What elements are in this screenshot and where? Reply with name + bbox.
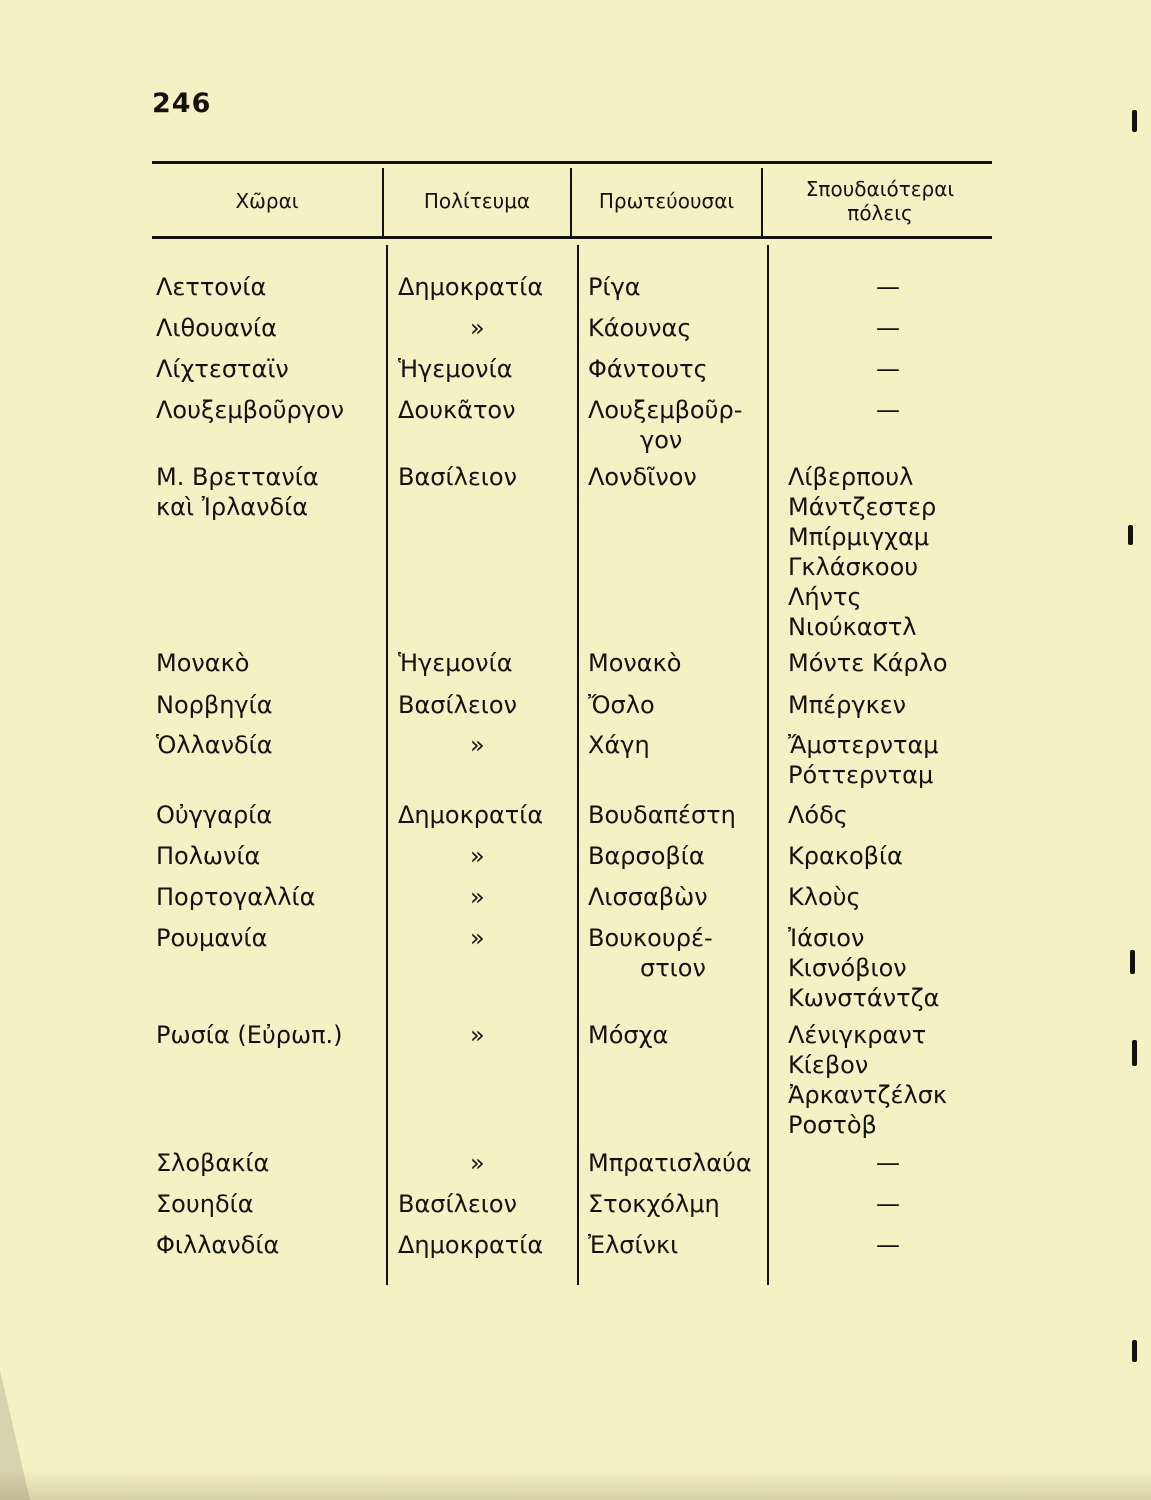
cities-cell [788,1020,988,1140]
cell-line: Ρουμανία [156,924,268,952]
cell-line: Λίχτεσταϊν [156,355,289,383]
capital-cell [588,395,766,455]
header-cities: Σπουδαιότεραι πόλεις [805,177,955,225]
cell-line: Μόντε Κάρλο [788,649,948,677]
cell-line: Πολωνία [156,842,261,870]
cell-line: — [876,396,900,424]
cell-line: Κλοὺς [788,883,861,911]
margin-mark [1128,525,1133,545]
cell-line: » [470,1149,485,1177]
cities-cell [788,648,988,678]
cell-line: Ὁλλανδία [156,731,273,759]
cell-line: Δημοκρατία [398,801,544,829]
government-cell [398,1189,568,1219]
government-cell [398,648,568,678]
cities-cell [788,923,988,1013]
column-separator [577,245,579,1285]
cell-line: Λόδς [788,801,848,829]
capital-cell [588,730,766,760]
margin-mark [1132,110,1137,132]
cell-line: Δουκᾶτον [398,396,516,424]
cities-cell [788,690,988,720]
cell-line: Ἡγεμονία [398,355,513,383]
column-separator [767,245,769,1285]
cell-line: — [876,1231,900,1259]
cell-line: » [470,314,485,342]
cell-line: Ροστὸβ [788,1111,877,1139]
cell-line: Στοκχόλμη [588,1190,720,1218]
cell-line: Λεττονία [156,273,267,301]
column-separator [386,245,388,1285]
country-cell [156,395,344,425]
header-separator [761,168,763,238]
cell-line: Λουξεμβοῦργον [156,396,345,424]
cell-line: Ρίγα [588,273,641,301]
cell-line: Μονακὸ [156,649,250,677]
cell-line: — [876,273,900,301]
cell-line: Οὐγγαρία [156,801,273,829]
cell-line: Κάουνας [588,314,692,342]
cell-line: Μόσχα [588,1021,669,1049]
country-cell [156,272,266,302]
capital-cell [588,648,766,678]
cell-line: Δημοκρατία [398,1231,544,1259]
cell-line: Γκλάσκοου [788,553,919,581]
capital-cell [588,882,766,912]
header-government: Πολίτευμα [423,189,531,213]
capital-cell [588,841,766,871]
government-cell [398,882,568,912]
cell-line: Ἀρκαντζέλσκ [788,1081,948,1109]
cell-line: Ἄμστερνταμ [788,731,939,759]
capital-cell [588,923,766,983]
cell-line: Μπίρμιγχαμ [788,523,930,551]
government-cell [398,462,568,492]
capital-cell [588,800,766,830]
country-cell [156,1020,343,1050]
cities-cell [788,730,988,790]
cell-line: Μ. Βρεττανία [156,463,319,491]
cities-cell [788,313,988,343]
cell-line: Φάντουτς [588,355,708,383]
government-cell [398,690,568,720]
cell-line: Βασίλειον [398,463,518,491]
cell-line: Βουκουρέ- [588,924,713,952]
cities-cell [788,272,988,302]
page-number: 246 [152,88,212,119]
header-countries: Χῶραι [235,189,299,213]
cell-line: Πορτογαλλία [156,883,316,911]
country-cell [156,690,273,720]
country-cell [156,648,249,678]
cell-line: » [470,924,485,952]
margin-mark [1132,1340,1137,1362]
cell-line: στιον [640,954,706,982]
capital-cell [588,462,766,492]
cell-line: Ὄσλο [588,691,655,719]
capital-cell [588,272,766,302]
country-cell [156,882,315,912]
cell-line: » [470,883,485,911]
capital-cell [588,690,766,720]
cell-line: Κισνόβιον [788,954,907,982]
margin-mark [1130,950,1135,974]
cell-line: Ρόττερνταμ [788,761,934,789]
country-cell [156,841,260,871]
cities-cell [788,1148,988,1178]
cell-line: Ἐλσίνκι [588,1231,679,1259]
capital-cell [588,1148,766,1178]
cell-line: Μπρατισλαύα [588,1149,752,1177]
government-cell [398,1020,568,1050]
cell-line: Σλοβακία [156,1149,270,1177]
capital-cell [588,1020,766,1050]
cell-line: Σουηδία [156,1190,254,1218]
capital-cell [588,354,766,384]
cell-line: » [470,842,485,870]
cell-line: Ἡγεμονία [398,649,513,677]
cell-line: Κρακοβία [788,842,903,870]
cities-cell [788,800,988,830]
cities-cell [788,462,988,642]
cell-line: Μονακὸ [588,649,682,677]
cell-line: Φιλλανδία [156,1231,280,1259]
cell-line: Μπέργκεν [788,691,907,719]
cell-line: Ἰάσιον [788,924,865,952]
country-cell [156,354,289,384]
cell-line: — [876,355,900,383]
margin-mark [1132,1040,1137,1066]
country-cell [156,923,267,953]
cell-line: Χάγη [588,731,650,759]
cities-cell [788,354,988,384]
government-cell [398,1230,568,1260]
cell-line: Λίβερπουλ [788,463,914,491]
cell-line: — [876,1190,900,1218]
cell-line: Λονδῖνον [588,463,697,491]
capital-cell [588,1189,766,1219]
country-cell [156,730,273,760]
header-capitals: Πρωτεύουσαι [598,189,735,213]
page-edge-shadow [0,1470,1151,1500]
cities-cell [788,841,988,871]
cell-line: Λιθουανία [156,314,277,342]
government-cell [398,1148,568,1178]
cities-cell [788,1189,988,1219]
cell-line: Νιούκαστλ [788,613,917,641]
cell-line: Λήντς [788,583,862,611]
government-cell [398,730,568,760]
government-cell [398,313,568,343]
government-cell [398,841,568,871]
cell-line: Λένιγκραντ [788,1021,927,1049]
cell-line: Λισσαβὼν [588,883,708,911]
cell-line: καὶ Ἰρλανδία [156,493,309,521]
cell-line: » [470,731,485,759]
cell-line: Βαρσοβία [588,842,705,870]
cell-line: Κίεβον [788,1051,869,1079]
cities-cell [788,882,988,912]
government-cell [398,354,568,384]
country-cell [156,462,319,522]
cell-line: Βουδαπέστη [588,801,736,829]
cell-line: — [876,314,900,342]
cities-cell [788,1230,988,1260]
cell-line: Βασίλειον [398,1190,518,1218]
cell-line: Δημοκρατία [398,273,544,301]
table-top-rule [152,161,992,164]
capital-cell [588,1230,766,1260]
cell-line: Κωνστάντζα [788,984,940,1012]
cities-cell [788,395,988,425]
cell-line: — [876,1149,900,1177]
cell-line: » [470,1021,485,1049]
government-cell [398,923,568,953]
country-cell [156,800,272,830]
government-cell [398,395,568,425]
cell-line: Μάντζεστερ [788,493,937,521]
capital-cell [588,313,766,343]
country-cell [156,1189,254,1219]
cell-line: Νορβηγία [156,691,273,719]
cell-line: γον [640,426,683,454]
country-cell [156,313,277,343]
cell-line: Βασίλειον [398,691,518,719]
government-cell [398,800,568,830]
cell-line: Λουξεμβοῦρ- [588,396,743,424]
government-cell [398,272,568,302]
country-cell [156,1148,269,1178]
cell-line: Ρωσία (Εὐρωπ.) [156,1021,343,1049]
country-cell [156,1230,279,1260]
table-header-rule [152,236,992,239]
